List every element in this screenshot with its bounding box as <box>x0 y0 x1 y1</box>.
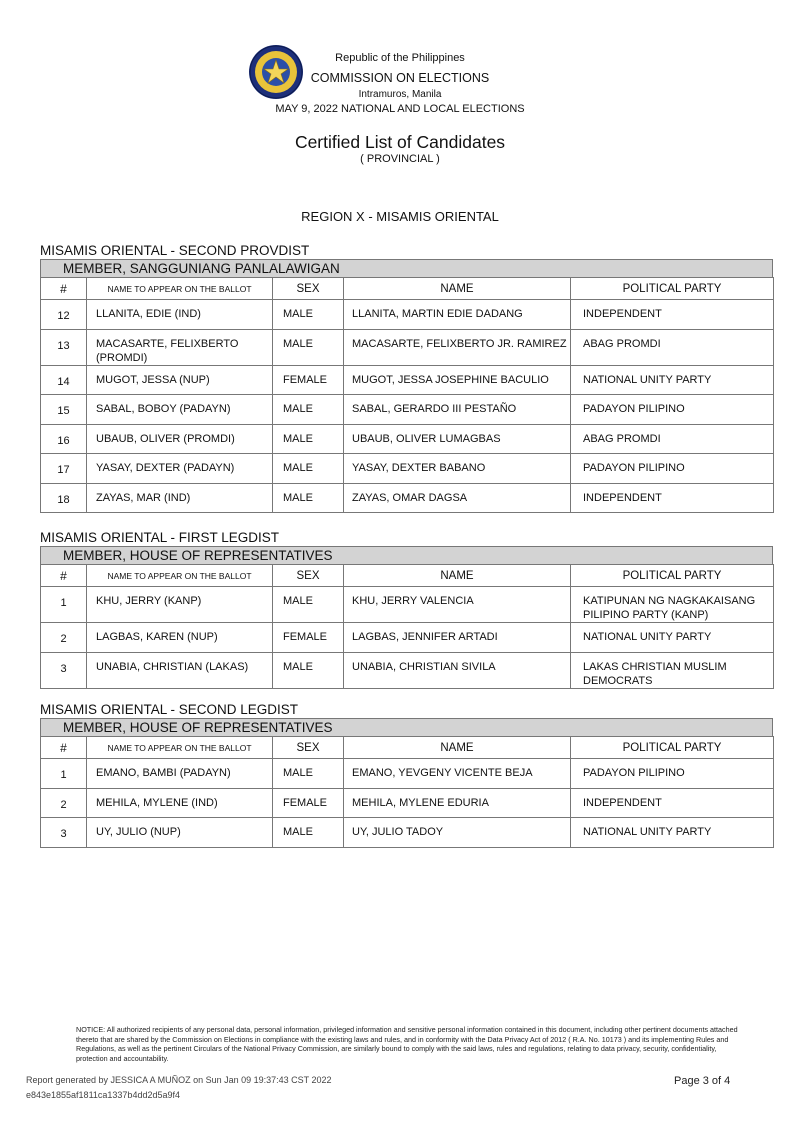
cell-name: YASAY, DEXTER BABANO <box>344 454 571 484</box>
cell-sex: MALE <box>273 424 344 454</box>
office-heading: MEMBER, SANGGUNIANG PANLALAWIGAN <box>40 259 773 277</box>
table-row <box>41 623 774 653</box>
cell-ballot-name: UNABIA, CHRISTIAN (LAKAS) <box>87 652 273 688</box>
election-line: MAY 9, 2022 NATIONAL AND LOCAL ELECTIONS <box>275 103 525 115</box>
cell-sex: MALE <box>273 587 344 623</box>
cell-ballot-name: ZAYAS, MAR (IND) <box>87 483 273 513</box>
table-row <box>41 424 774 454</box>
cell-ballot-name: UBAUB, OLIVER (PROMDI) <box>87 424 273 454</box>
cell-party: NATIONAL UNITY PARTY <box>571 818 774 848</box>
district-heading: MISAMIS ORIENTAL - SECOND LEGDIST <box>40 702 299 717</box>
cell-number: 3 <box>41 818 87 848</box>
table-row <box>41 329 774 365</box>
office-heading: MEMBER, HOUSE OF REPRESENTATIVES <box>40 546 773 564</box>
cell-party: NATIONAL UNITY PARTY <box>571 623 774 653</box>
cell-number: 17 <box>41 454 87 484</box>
table-row <box>41 759 774 789</box>
page-number: Page 3 of 4 <box>674 1075 731 1087</box>
cell-name: ZAYAS, OMAR DAGSA <box>344 483 571 513</box>
cell-sex: MALE <box>273 652 344 688</box>
section-first-legdist <box>40 530 773 689</box>
cell-name: LAGBAS, JENNIFER ARTADI <box>344 623 571 653</box>
column-header-ballot-name: NAME TO APPEAR ON THE BALLOT <box>87 565 273 587</box>
table-row <box>41 587 774 623</box>
cell-name: EMANO, YEVGENY VICENTE BEJA <box>344 759 571 789</box>
candidates-table <box>40 564 774 689</box>
cell-number: 1 <box>41 759 87 789</box>
cell-ballot-name: MUGOT, JESSA (NUP) <box>87 365 273 395</box>
column-header-ballot-name: NAME TO APPEAR ON THE BALLOT <box>87 737 273 759</box>
cell-party: ABAG PROMDI <box>571 329 774 365</box>
cell-sex: FEMALE <box>273 623 344 653</box>
cell-number: 1 <box>41 587 87 623</box>
cell-name: UBAUB, OLIVER LUMAGBAS <box>344 424 571 454</box>
column-header-ballot-name: NAME TO APPEAR ON THE BALLOT <box>87 278 273 300</box>
cell-name: MUGOT, JESSA JOSEPHINE BACULIO <box>344 365 571 395</box>
column-header-sex: SEX <box>273 737 344 759</box>
cell-number: 3 <box>41 652 87 688</box>
cell-name: UY, JULIO TADOY <box>344 818 571 848</box>
district-heading: MISAMIS ORIENTAL - SECOND PROVDIST <box>40 243 310 258</box>
cell-number: 18 <box>41 483 87 513</box>
cell-name: MEHILA, MYLENE EDURIA <box>344 788 571 818</box>
page-subtitle: ( PROVINCIAL ) <box>360 153 440 165</box>
section-second-provdist <box>40 243 773 513</box>
region-heading: REGION X - MISAMIS ORIENTAL <box>301 209 499 224</box>
cell-number: 15 <box>41 395 87 425</box>
cell-sex: FEMALE <box>273 365 344 395</box>
cell-sex: MALE <box>273 395 344 425</box>
column-header-party: POLITICAL PARTY <box>571 737 774 759</box>
location-line: Intramuros, Manila <box>358 89 442 100</box>
document-hash: e843e1855af1811ca1337b4dd2d5a9f4 <box>26 1090 180 1100</box>
report-generated-line: Report generated by JESSICA A MUÑOZ on Sun Jan 09 19:37:43 CST 2022 <box>26 1075 332 1085</box>
column-header-party: POLITICAL PARTY <box>571 278 774 300</box>
cell-name: UNABIA, CHRISTIAN SIVILA <box>344 652 571 688</box>
section-second-legdist <box>40 702 773 848</box>
cell-ballot-name: UY, JULIO (NUP) <box>87 818 273 848</box>
table-row <box>41 300 774 330</box>
cell-ballot-name: EMANO, BAMBI (PADAYN) <box>87 759 273 789</box>
cell-party: INDEPENDENT <box>571 300 774 330</box>
cell-party: PADAYON PILIPINO <box>571 759 774 789</box>
cell-sex: MALE <box>273 818 344 848</box>
column-header-name: NAME <box>344 565 571 587</box>
cell-sex: MALE <box>273 483 344 513</box>
privacy-notice: NOTICE: All authorized recipients of any personal data, personal information, privileged information and sensitive personal information contained in this document, including other pertinent documents attached thereto that are shared by the Commission on Elections in compliance with the existing laws and rules, and in conformity with the Data Privacy Act of 2012 ( R.A. No. 10173 ) and its implementing Rules and Regulations, as well as the pertinent Circulars of the National Privacy Commission, are similarly bound to comply with the said laws, rules and regulations, relating to data privacy, security, confidentiality, protection and accountability. <box>76 1025 738 1063</box>
cell-ballot-name: MACASARTE, FELIXBERTO (PROMDI) <box>87 329 273 365</box>
cell-sex: MALE <box>273 329 344 365</box>
cell-number: 2 <box>41 788 87 818</box>
page-title: Certified List of Candidates <box>294 132 506 152</box>
cell-number: 16 <box>41 424 87 454</box>
cell-ballot-name: SABAL, BOBOY (PADAYN) <box>87 395 273 425</box>
commission-line: COMMISSION ON ELECTIONS <box>310 71 490 85</box>
column-header-name: NAME <box>344 737 571 759</box>
table-header-row <box>41 565 774 587</box>
cell-party: INDEPENDENT <box>571 483 774 513</box>
column-header-name: NAME <box>344 278 571 300</box>
cell-number: 14 <box>41 365 87 395</box>
cell-sex: MALE <box>273 759 344 789</box>
column-header-sex: SEX <box>273 278 344 300</box>
district-heading: MISAMIS ORIENTAL - FIRST LEGDIST <box>40 530 280 545</box>
cell-number: 12 <box>41 300 87 330</box>
cell-name: MACASARTE, FELIXBERTO JR. RAMIREZ <box>344 329 571 365</box>
cell-ballot-name: YASAY, DEXTER (PADAYN) <box>87 454 273 484</box>
table-row <box>41 454 774 484</box>
cell-ballot-name: LAGBAS, KAREN (NUP) <box>87 623 273 653</box>
table-row <box>41 365 774 395</box>
cell-name: KHU, JERRY VALENCIA <box>344 587 571 623</box>
column-header-sex: SEX <box>273 565 344 587</box>
cell-ballot-name: MEHILA, MYLENE (IND) <box>87 788 273 818</box>
column-header-number: # <box>41 737 87 759</box>
cell-party: PADAYON PILIPINO <box>571 454 774 484</box>
column-header-number: # <box>41 565 87 587</box>
cell-party: LAKAS CHRISTIAN MUSLIM DEMOCRATS <box>571 652 774 688</box>
table-row <box>41 395 774 425</box>
cell-name: LLANITA, MARTIN EDIE DADANG <box>344 300 571 330</box>
cell-number: 13 <box>41 329 87 365</box>
cell-sex: MALE <box>273 300 344 330</box>
cell-number: 2 <box>41 623 87 653</box>
table-row <box>41 818 774 848</box>
candidates-table <box>40 736 774 848</box>
cell-party: NATIONAL UNITY PARTY <box>571 365 774 395</box>
cell-ballot-name: KHU, JERRY (KANP) <box>87 587 273 623</box>
table-row <box>41 788 774 818</box>
table-header-row <box>41 278 774 300</box>
cell-name: SABAL, GERARDO III PESTAÑO <box>344 395 571 425</box>
office-heading: MEMBER, HOUSE OF REPRESENTATIVES <box>40 718 773 736</box>
republic-line: Republic of the Philippines <box>335 52 465 64</box>
cell-party: INDEPENDENT <box>571 788 774 818</box>
cell-ballot-name: LLANITA, EDIE (IND) <box>87 300 273 330</box>
column-header-party: POLITICAL PARTY <box>571 565 774 587</box>
cell-party: PADAYON PILIPINO <box>571 395 774 425</box>
table-row <box>41 483 774 513</box>
cell-sex: MALE <box>273 454 344 484</box>
table-header-row <box>41 737 774 759</box>
table-row <box>41 652 774 688</box>
column-header-number: # <box>41 278 87 300</box>
cell-sex: FEMALE <box>273 788 344 818</box>
cell-party: KATIPUNAN NG NAGKAKAISANG PILIPINO PARTY (KANP) <box>571 587 774 623</box>
candidates-table <box>40 277 774 513</box>
cell-party: ABAG PROMDI <box>571 424 774 454</box>
